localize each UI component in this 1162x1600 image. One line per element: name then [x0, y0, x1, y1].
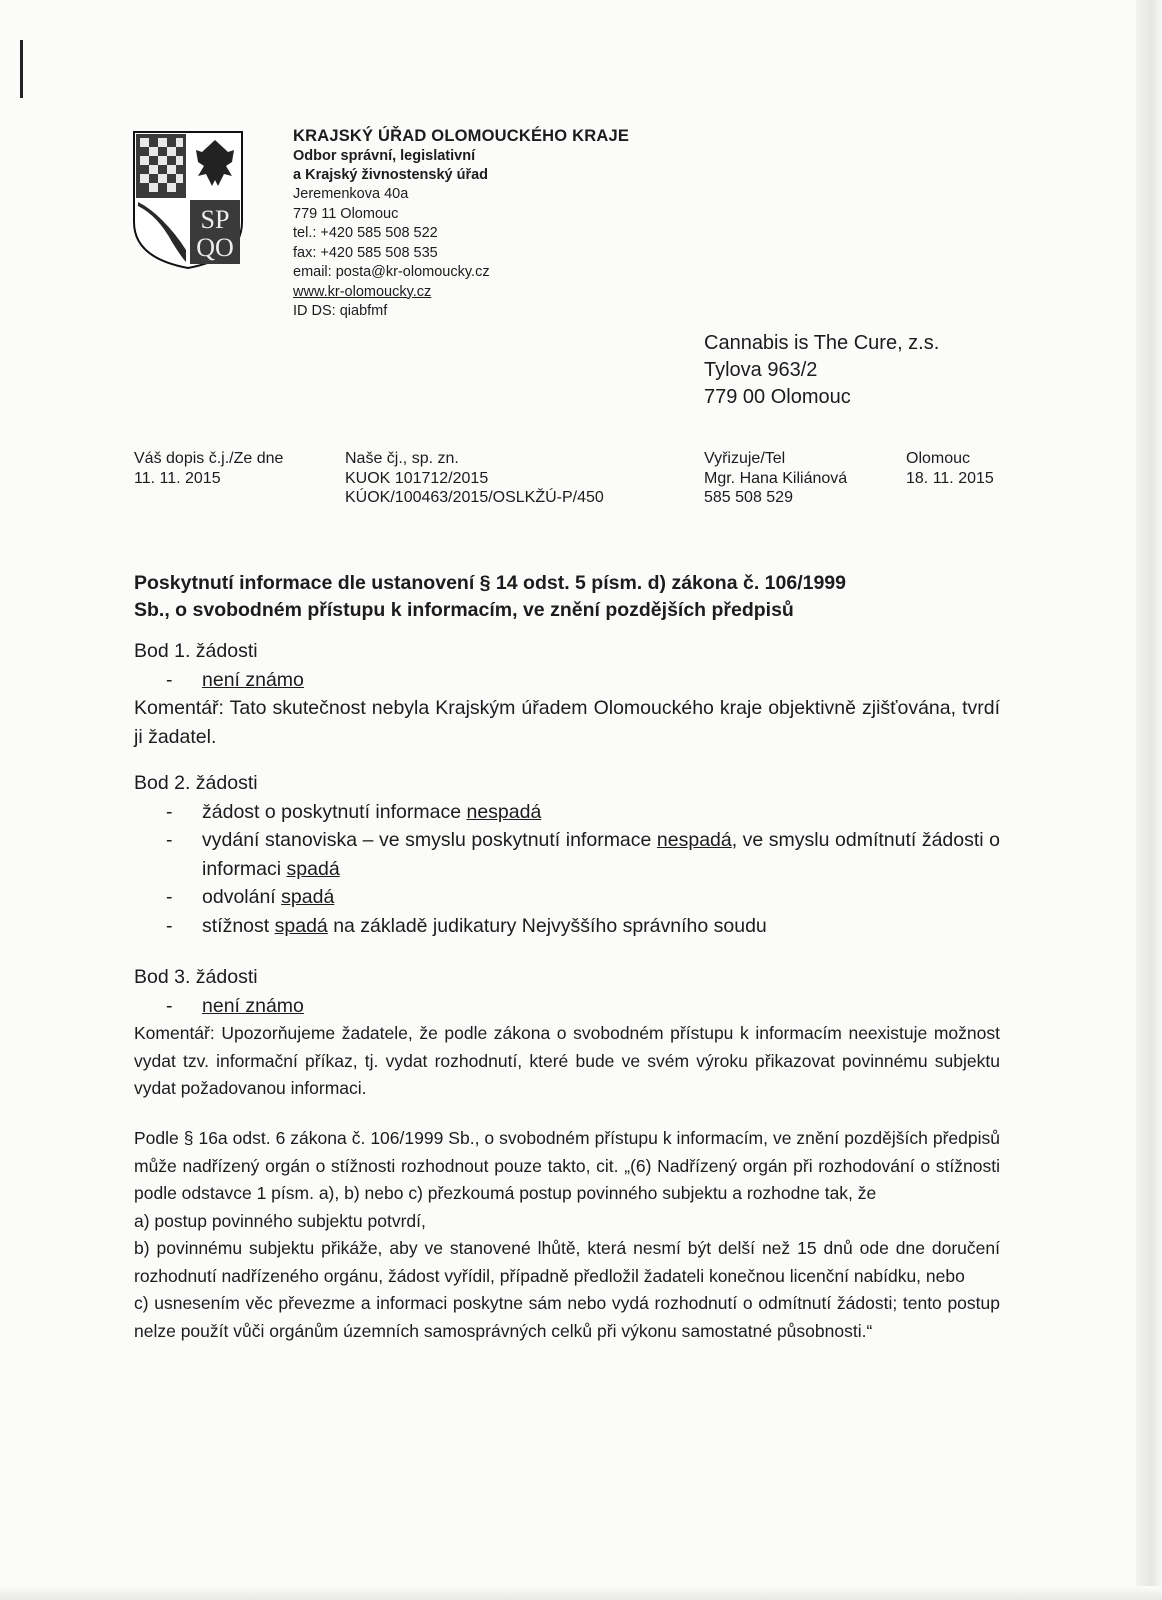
- subject-heading: [134, 570, 1014, 624]
- coat-of-arms-icon: [132, 130, 244, 270]
- list-item: - odvolání spadá: [166, 886, 335, 908]
- handler-name: Mgr. Hana Kiliánová: [704, 469, 848, 487]
- subject-line-1: Poskytnutí informace dle ustanovení § 14 odst. 5 písm. d) zákona č. 106/1999: [134, 572, 846, 594]
- bod-3-comment: Komentář: Upozorňujeme žadatele, že podle zákona o svobodném přístupu k informacím neexistuje možnost vydat tzv. informační příkaz, tj. vydat rozhodnutí, které bude ve svém výroku přikazovat povinnému subjektu vydat požadovanou informaci.: [134, 1023, 1000, 1098]
- website-link[interactable]: www.kr-olomoucky.cz: [293, 283, 432, 300]
- fax: fax: +420 585 508 535: [293, 244, 438, 261]
- list-item: - stížnost spadá na základě judikatury Nejvyššího správního soudu: [166, 914, 767, 937]
- our-ref-number: KUOK 101712/2015: [345, 469, 489, 487]
- subject-line-2: Sb., o svobodném přístupu k informacím, ve znění pozdějších předpisů: [134, 599, 794, 621]
- department-line-1: Odbor správní, legislativní: [293, 148, 476, 164]
- your-letter-label: Váš dopis č.j./Ze dne: [134, 450, 284, 467]
- our-file-mark: KÚOK/100463/2015/OSLKŽÚ-P/450: [345, 489, 604, 506]
- your-letter-date: 11. 11. 2015: [134, 469, 221, 487]
- section-bod-2: [134, 769, 1000, 940]
- law-point-a: a) postup povinného subjektu potvrdí,: [134, 1210, 426, 1231]
- place-date: [906, 449, 994, 488]
- place: Olomouc: [906, 450, 971, 467]
- list-item: - žádost o poskytnutí informace nespadá: [166, 800, 542, 823]
- our-ref-label: Naše čj., sp. zn.: [345, 450, 459, 467]
- your-letter-ref: [134, 449, 283, 488]
- handler-phone: 585 508 529: [704, 489, 793, 506]
- law-citation: [134, 1125, 1000, 1345]
- section-bod-3: [134, 963, 1000, 1103]
- scan-bottom-shadow: [0, 1586, 1162, 1600]
- law-intro: Podle § 16a odst. 6 zákona č. 106/1999 Sb., o svobodném přístupu k informacím, ve znění pozdějších předpisů může nadřízený orgán o stížnosti rozhodnout pouze takto, cit. „(6) Nadřízený orgán při rozhodování o stížnosti podle odstavce 1 písm. a), b) nebo c) přezkoumá postup povinného subjektu a rozhodne tak, že: [134, 1128, 1000, 1203]
- recipient-address: [704, 330, 939, 411]
- list-item: - není známo: [166, 994, 304, 1017]
- letterhead: [293, 126, 629, 322]
- recipient-street: Tylova 963/2: [704, 359, 818, 381]
- coat-letters-bottom: QO: [196, 233, 234, 262]
- bod-1-heading: Bod 1. žádosti: [134, 640, 258, 662]
- email: email: posta@kr-olomoucky.cz: [293, 264, 490, 280]
- address-city: 779 11 Olomouc: [293, 205, 399, 222]
- margin-pen-mark: [20, 40, 23, 98]
- bod-1-comment: Komentář: Tato skutečnost nebyla Krajským úřadem Olomouckého kraje objektivně zjišťována, tvrdí ji žadatel.: [134, 697, 1000, 748]
- address-street: Jeremenkova 40a: [293, 186, 409, 202]
- handler-label: Vyřizuje/Tel: [704, 450, 786, 467]
- phone: tel.: +420 585 508 522: [293, 225, 438, 241]
- authority-name: KRAJSKÝ ÚŘAD OLOMOUCKÉHO KRAJE: [293, 127, 630, 145]
- section-bod-1: [134, 637, 1000, 751]
- department-line-2: a Krajský živnostenský úřad: [293, 167, 489, 183]
- data-box-id: ID DS: qiabfmf: [293, 303, 388, 319]
- list-item: - vydání stanoviska – ve smyslu poskytnutí informace nespadá, ve smyslu odmítnutí žádosti o informaci spadá: [166, 829, 1000, 880]
- our-ref: [345, 449, 604, 508]
- date: 18. 11. 2015: [906, 469, 994, 487]
- law-point-b: b) povinnému subjektu přikáže, aby ve stanovené lhůtě, která nesmí být delší než 15 dnů ode dne doručení rozhodnutí nadřízeného orgánu, žádost vyřídil, případně předložil žadateli konečnou licenční nabídku, nebo: [134, 1238, 1000, 1286]
- recipient-name: Cannabis is The Cure, z.s.: [704, 332, 940, 354]
- recipient-city: 779 00 Olomouc: [704, 386, 851, 408]
- bod-3-heading: Bod 3. žádosti: [134, 966, 258, 988]
- handler: [704, 449, 847, 508]
- coat-letters-top: SP: [200, 205, 230, 234]
- bod-2-heading: Bod 2. žádosti: [134, 772, 258, 794]
- law-point-c: c) usnesením věc převezme a informaci poskytne sám nebo vydá rozhodnutí o odmítnutí žádosti; tento postup nelze použít vůči orgánům územních samosprávných celků při výkonu samostatné působnosti.“: [134, 1293, 1000, 1341]
- scan-edge-shadow: [1136, 0, 1162, 1600]
- list-item: - není známo: [166, 668, 304, 691]
